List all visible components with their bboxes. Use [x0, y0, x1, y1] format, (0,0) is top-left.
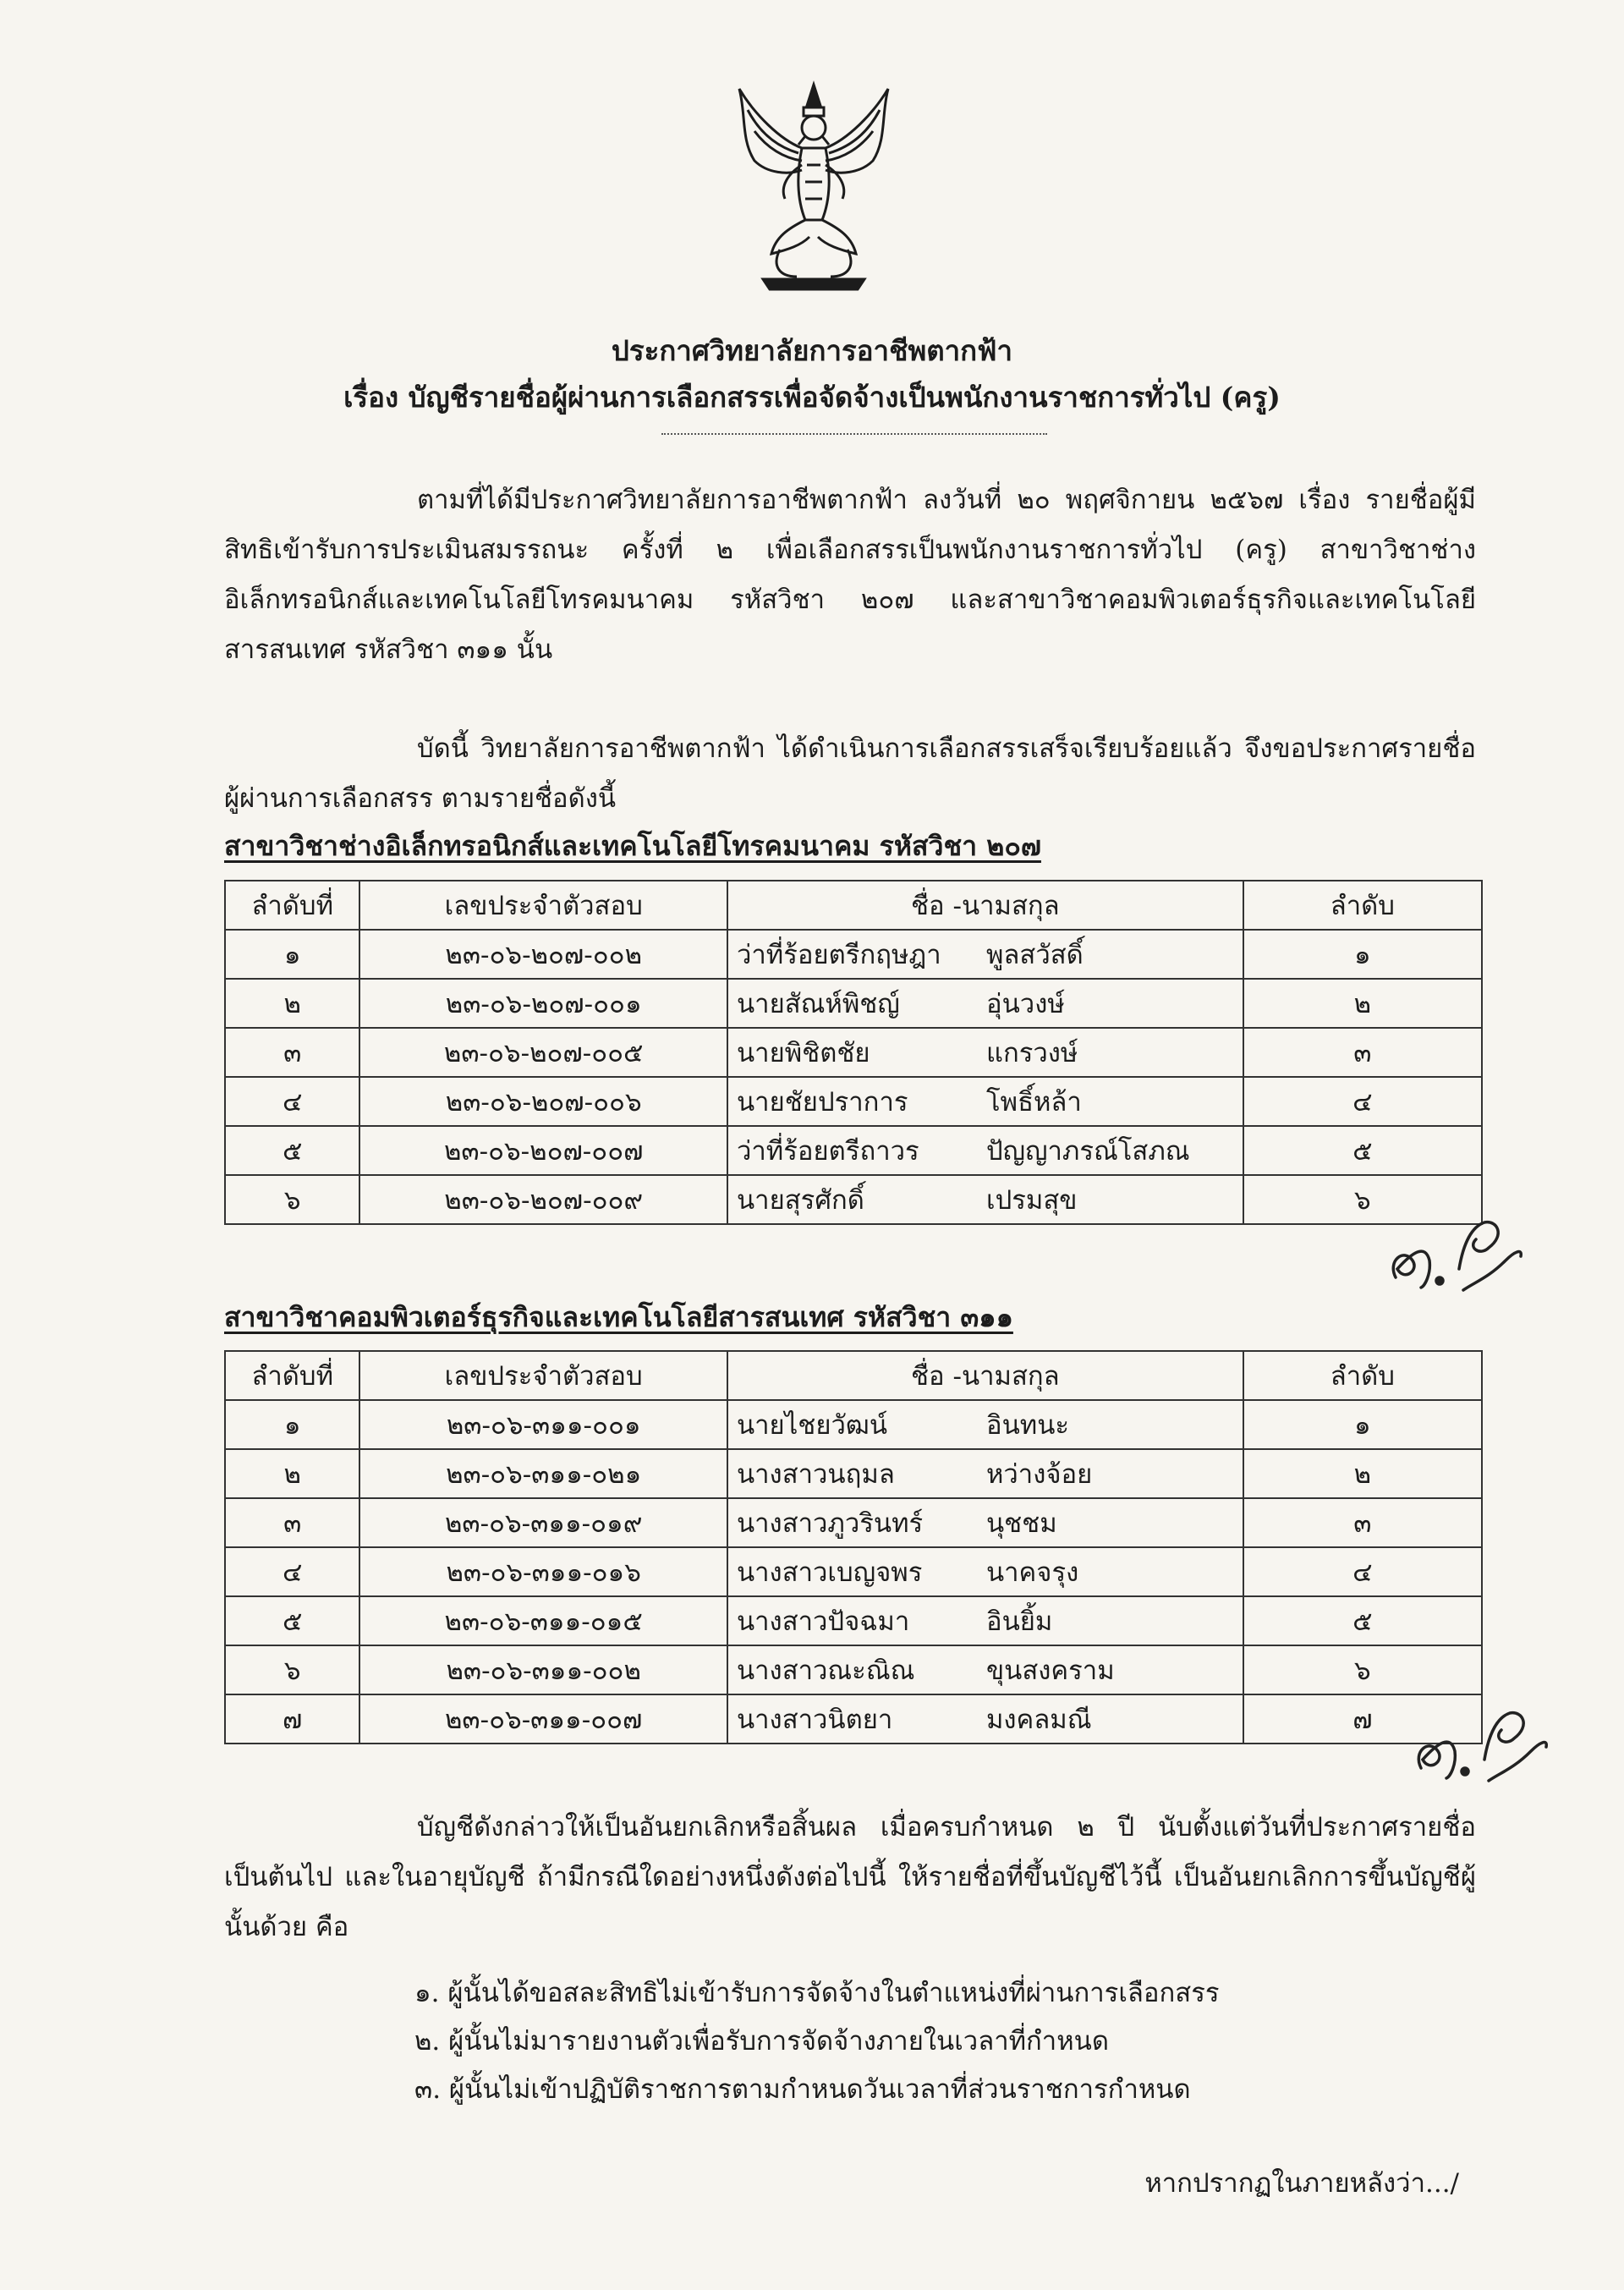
cell-rank: ๗ [1243, 1694, 1482, 1744]
announcement-paragraph: บัดนี้ วิทยาลัยการอาชีพตากฟ้า ได้ดำเนินการเลือกสรรเสร็จเรียบร้อยแล้ว จึงขอประกาศรายชื่อผู้ผ่านการเลือกสรร ตามรายชื่อดังนี้ [224, 733, 1476, 814]
list-item: ๓. ผู้นั้นไม่เข้าปฏิบัติราชการตามกำหนดวันเวลาที่ส่วนราชการกำหนด [414, 2074, 1191, 2105]
cell-exam-id: ๒๓-๐๖-๒๐๗-๐๐๖ [359, 1077, 727, 1126]
cell-exam-id: ๒๓-๐๖-๓๑๑-๐๑๕ [359, 1596, 727, 1645]
cell-rank: ๒ [1243, 1449, 1482, 1498]
table-row [225, 1175, 1482, 1224]
cell-rank: ๓ [1243, 1498, 1482, 1547]
cell-rank: ๒ [1243, 979, 1482, 1028]
surname: อินยิ้ม [985, 1606, 1053, 1637]
table-row [225, 1449, 1482, 1498]
surname: นาคจรุง [985, 1557, 1079, 1588]
cell-name [727, 1498, 1243, 1547]
column-header-name: ชื่อ -นามสกุล [727, 881, 1243, 930]
table-row [225, 1498, 1482, 1547]
cell-order: ๓ [225, 1498, 359, 1547]
results-table-electronics [224, 880, 1483, 1225]
cell-name [727, 1449, 1243, 1498]
column-header-order: ลำดับที่ [225, 881, 359, 930]
cell-rank: ๕ [1243, 1126, 1482, 1175]
cell-order: ๑ [225, 1400, 359, 1449]
cell-rank: ๑ [1243, 1400, 1482, 1449]
page-continuation-text: หากปรากฏในภายหลังว่า.../ [1144, 2168, 1459, 2199]
cell-name [727, 1126, 1243, 1175]
section-heading-computer: สาขาวิชาคอมพิวเตอร์ธุรกิจและเทคโนโลยีสารสนเทศ รหัสวิชา ๓๑๑ [224, 1301, 1013, 1333]
cell-name [727, 1694, 1243, 1744]
cell-exam-id: ๒๓-๐๖-๓๑๑-๐๒๑ [359, 1449, 727, 1498]
list-item: ๑. ผู้นั้นได้ขอสละสิทธิไม่เข้ารับการจัดจ้างในตำแหน่งที่ผ่านการเลือกสรร [414, 1978, 1220, 2008]
cell-order: ๑ [225, 930, 359, 979]
cancellation-conditions-list [414, 1969, 1514, 2114]
surname: โพธิ์หล้า [985, 1087, 1082, 1118]
surname: นุชชม [985, 1508, 1057, 1539]
given-name: นางสาวณะณิณ [736, 1656, 915, 1686]
surname: ปัญญาภรณ์โสภณ [985, 1136, 1190, 1167]
cell-exam-id: ๒๓-๐๖-๒๐๗-๐๐๙ [359, 1175, 727, 1224]
cell-exam-id: ๒๓-๐๖-๒๐๗-๐๐๑ [359, 979, 727, 1028]
cell-name [727, 930, 1243, 979]
cell-rank: ๓ [1243, 1028, 1482, 1077]
given-name: นางสาวปัจฉมา [736, 1606, 910, 1637]
given-name: นางสาวนฤมล [736, 1459, 895, 1490]
cell-order: ๗ [225, 1694, 359, 1744]
title-divider [661, 433, 1047, 435]
column-header-rank: ลำดับ [1243, 881, 1482, 930]
given-name: นายพิชิตชัย [736, 1038, 870, 1068]
table-header-row [225, 881, 1482, 930]
cell-exam-id: ๒๓-๐๖-๒๐๗-๐๐๗ [359, 1126, 727, 1175]
cell-exam-id: ๒๓-๐๖-๒๐๗-๐๐๒ [359, 930, 727, 979]
handwritten-signature-icon [1404, 1700, 1556, 1793]
cell-order: ๓ [225, 1028, 359, 1077]
cell-exam-id: ๒๓-๐๖-๒๐๗-๐๐๕ [359, 1028, 727, 1077]
cell-rank: ๔ [1243, 1547, 1482, 1596]
cell-order: ๖ [225, 1645, 359, 1694]
surname: แกรวงษ์ [985, 1038, 1078, 1068]
cell-name [727, 1645, 1243, 1694]
announcement-subject: เรื่อง บัญชีรายชื่อผู้ผ่านการเลือกสรรเพื่อจัดจ้างเป็นพนักงานราชการทั่วไป (ครู) [343, 381, 1281, 414]
list-item: ๒. ผู้นั้นไม่มารายงานตัวเพื่อรับการจัดจ้างภายในเวลาที่กำหนด [414, 2026, 1109, 2057]
cell-name [727, 1175, 1243, 1224]
cell-rank: ๕ [1243, 1596, 1482, 1645]
cell-name [727, 1077, 1243, 1126]
table-row [225, 979, 1482, 1028]
cell-rank: ๔ [1243, 1077, 1482, 1126]
cell-name [727, 979, 1243, 1028]
given-name: นางสาวนิตยา [736, 1705, 893, 1735]
column-header-rank: ลำดับ [1243, 1351, 1482, 1400]
table-row [225, 1596, 1482, 1645]
cell-rank: ๑ [1243, 930, 1482, 979]
given-name: นางสาวเบญจพร [736, 1557, 923, 1588]
table-row [225, 1126, 1482, 1175]
given-name: ว่าที่ร้อยตรีถาวร [736, 1136, 919, 1167]
section-heading-electronics: สาขาวิชาช่างอิเล็กทรอนิกส์และเทคโนโลยีโทรคมนาคม รหัสวิชา ๒๐๗ [224, 830, 1041, 862]
cell-name [727, 1028, 1243, 1077]
cell-rank: ๖ [1243, 1175, 1482, 1224]
surname: หว่างจ้อย [985, 1459, 1093, 1490]
column-header-order: ลำดับที่ [225, 1351, 359, 1400]
cell-exam-id: ๒๓-๐๖-๓๑๑-๐๐๗ [359, 1694, 727, 1744]
surname: อุ่นวงษ์ [985, 989, 1065, 1019]
surname: พูลสวัสดิ์ [985, 940, 1084, 970]
table-row [225, 1028, 1482, 1077]
cell-exam-id: ๒๓-๐๖-๓๑๑-๐๐๒ [359, 1645, 727, 1694]
table-row [225, 1077, 1482, 1126]
cell-order: ๔ [225, 1077, 359, 1126]
given-name: นางสาวภูวรินทร์ [736, 1508, 924, 1539]
table-row [225, 930, 1482, 979]
cell-name [727, 1596, 1243, 1645]
given-name: นายสัณห์พิชญ์ [736, 989, 900, 1019]
cell-name [727, 1547, 1243, 1596]
given-name: ว่าที่ร้อยตรีกฤษฎา [736, 940, 941, 970]
given-name: นายชัยปราการ [736, 1087, 908, 1118]
announcement-title: ประกาศวิทยาลัยการอาชีพตากฟ้า [611, 334, 1013, 367]
cell-order: ๖ [225, 1175, 359, 1224]
surname: เปรมสุข [985, 1185, 1078, 1216]
cell-order: ๕ [225, 1126, 359, 1175]
table-row [225, 1547, 1482, 1596]
cell-exam-id: ๒๓-๐๖-๓๑๑-๐๐๑ [359, 1400, 727, 1449]
handwritten-signature-icon [1379, 1210, 1531, 1303]
surname: อินทนะ [985, 1410, 1070, 1441]
column-header-name: ชื่อ -นามสกุล [727, 1351, 1243, 1400]
cell-order: ๒ [225, 979, 359, 1028]
cell-order: ๒ [225, 1449, 359, 1498]
given-name: นายสุรศักดิ์ [736, 1185, 864, 1216]
cell-exam-id: ๒๓-๐๖-๓๑๑-๐๑๙ [359, 1498, 727, 1547]
garuda-emblem-icon [729, 80, 898, 296]
table-row [225, 1400, 1482, 1449]
cell-name [727, 1400, 1243, 1449]
given-name: นายไชยวัฒน์ [736, 1410, 888, 1441]
table-header-row [225, 1351, 1482, 1400]
table-row [225, 1645, 1482, 1694]
validity-paragraph: บัญชีดังกล่าวให้เป็นอันยกเลิกหรือสิ้นผล เมื่อครบกำหนด ๒ ปี นับตั้งแต่วันที่ประกาศรายชื่อเป็นต้นไป และในอายุบัญชี ถ้ามีกรณีใดอย่างหนึ่งดังต่อไปนี้ ให้รายชื่อที่ขึ้นบัญชีไว้นี้ เป็นอันยกเลิกการขึ้นบัญชีผู้นั้นด้วย คือ [224, 1812, 1476, 1942]
column-header-exam-id: เลขประจำตัวสอบ [359, 881, 727, 930]
column-header-exam-id: เลขประจำตัวสอบ [359, 1351, 727, 1400]
surname: มงคลมณี [985, 1705, 1092, 1735]
surname: ขุนสงคราม [985, 1656, 1115, 1686]
intro-paragraph: ตามที่ได้มีประกาศวิทยาลัยการอาชีพตากฟ้า ลงวันที่ ๒๐ พฤศจิกายน ๒๕๖๗ เรื่อง รายชื่อผู้มีสิทธิเข้ารับการประเมินสมรรถนะ ครั้งที่ ๒ เพื่อเลือกสรรเป็นพนักงานราชการทั่วไป (ครู) สาขาวิชาช่างอิเล็กทรอนิกส์และเทคโนโลยีโทรคมนาคม รหัสวิชา ๒๐๗ และสาขาวิชาคอมพิวเตอร์ธุรกิจและเทคโนโลยีสารสนเทศ รหัสวิชา ๓๑๑ นั้น [224, 485, 1476, 665]
results-table-computer [224, 1350, 1483, 1744]
cell-exam-id: ๒๓-๐๖-๓๑๑-๐๑๖ [359, 1547, 727, 1596]
table-row [225, 1694, 1482, 1744]
cell-order: ๕ [225, 1596, 359, 1645]
cell-rank: ๖ [1243, 1645, 1482, 1694]
cell-order: ๔ [225, 1547, 359, 1596]
